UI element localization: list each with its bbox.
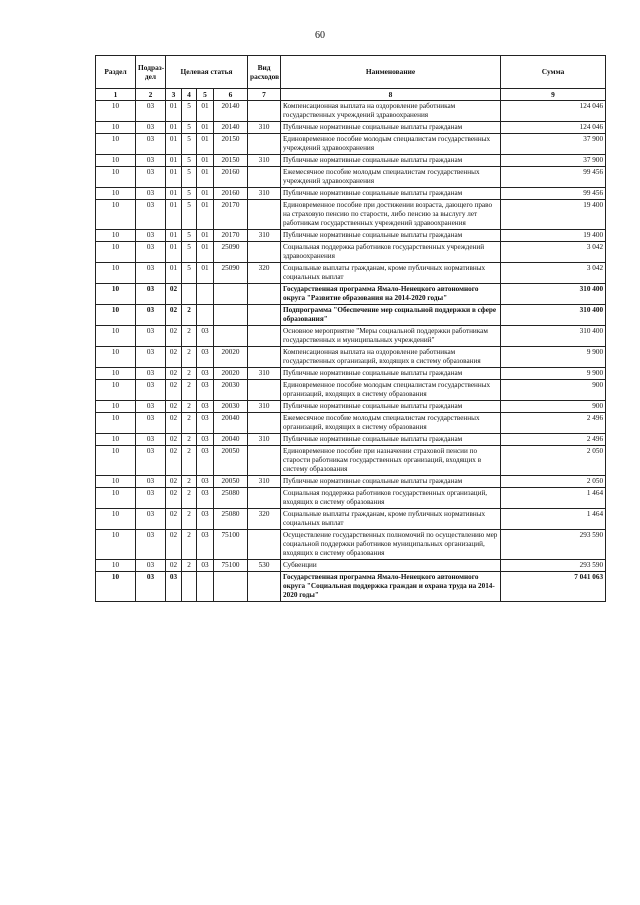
cell-program: 02	[166, 476, 182, 488]
cell-section: 10	[96, 368, 136, 380]
cell-name: Социальные выплаты гражданам, кроме публичных нормативных социальных выплат	[281, 263, 501, 284]
cell-activity: 01	[197, 230, 214, 242]
cell-sum: 310 400	[501, 326, 606, 347]
cell-name: Публичные нормативные социальные выплаты гражданам	[281, 122, 501, 134]
cell-subprogram	[182, 284, 197, 305]
cell-activity: 01	[197, 263, 214, 284]
cell-subprogram: 5	[182, 134, 197, 155]
cell-activity: 01	[197, 167, 214, 188]
budget-table	[95, 55, 606, 602]
cell-expense-type: 530	[248, 560, 281, 572]
cell-sum: 19 400	[501, 200, 606, 230]
cell-section: 10	[96, 188, 136, 200]
cell-direction: 25080	[214, 509, 248, 530]
cell-section: 10	[96, 488, 136, 509]
table-row	[96, 134, 606, 155]
cell-subprogram: 2	[182, 476, 197, 488]
cell-expense-type	[248, 284, 281, 305]
cell-sum: 900	[501, 380, 606, 401]
cell-expense-type: 310	[248, 434, 281, 446]
cell-activity: 01	[197, 200, 214, 230]
cell-subsection: 03	[136, 305, 166, 326]
cell-activity	[197, 305, 214, 326]
cell-program: 02	[166, 488, 182, 509]
table-row	[96, 347, 606, 368]
cell-name: Публичные нормативные социальные выплаты гражданам	[281, 368, 501, 380]
cell-section: 10	[96, 284, 136, 305]
cell-program: 01	[166, 101, 182, 122]
cell-section: 10	[96, 530, 136, 560]
table-row	[96, 380, 606, 401]
cell-expense-type	[248, 101, 281, 122]
cell-activity: 01	[197, 242, 214, 263]
table-row	[96, 572, 606, 602]
cell-subsection: 03	[136, 446, 166, 476]
cell-subprogram: 5	[182, 188, 197, 200]
cell-expense-type: 320	[248, 509, 281, 530]
table-row	[96, 509, 606, 530]
cell-activity: 01	[197, 188, 214, 200]
cell-activity: 03	[197, 530, 214, 560]
table-row	[96, 434, 606, 446]
cell-subprogram: 2	[182, 488, 197, 509]
cell-expense-type	[248, 572, 281, 602]
cell-program: 02	[166, 434, 182, 446]
cell-subprogram: 5	[182, 263, 197, 284]
cell-name: Социальная поддержка работников государственных учреждений здравоохранения	[281, 242, 501, 263]
cell-name: Единовременное пособие при назначении страховой пенсии по старости работникам государственных организаций, входящих в систему образования	[281, 446, 501, 476]
cell-subsection: 03	[136, 401, 166, 413]
cell-name: Единовременное пособие при достижении возраста, дающего право на страховую пенсию по старости, либо пенсию за выслугу лет работникам государственных учреждений здравоохранения	[281, 200, 501, 230]
cell-name: Основное мероприятие "Меры социальной поддержки работникам государственных и муниципальных учреждений"	[281, 326, 501, 347]
cell-section: 10	[96, 242, 136, 263]
table-row	[96, 155, 606, 167]
cell-sum: 9 900	[501, 347, 606, 368]
cell-name: Осуществление государственных полномочий по осуществлению мер социальной поддержки работников муниципальных организаций, входящих в систему образования	[281, 530, 501, 560]
cell-subsection: 03	[136, 476, 166, 488]
cell-subsection: 03	[136, 347, 166, 368]
cell-activity: 01	[197, 134, 214, 155]
column-number-row	[96, 89, 606, 101]
cell-section: 10	[96, 122, 136, 134]
cell-program: 02	[166, 509, 182, 530]
cell-expense-type	[248, 530, 281, 560]
cell-sum: 99 456	[501, 188, 606, 200]
column-number: 7	[248, 89, 281, 101]
cell-sum: 2 050	[501, 476, 606, 488]
cell-subsection: 03	[136, 488, 166, 509]
cell-subsection: 03	[136, 560, 166, 572]
cell-sum: 2 496	[501, 434, 606, 446]
cell-expense-type: 310	[248, 476, 281, 488]
header-subsection: Подраз-дел	[136, 56, 166, 89]
cell-subsection: 03	[136, 122, 166, 134]
cell-program: 01	[166, 134, 182, 155]
cell-name: Социальная поддержка работников государственных организаций, входящих в систему образования	[281, 488, 501, 509]
cell-expense-type: 310	[248, 122, 281, 134]
column-number: 8	[281, 89, 501, 101]
cell-name: Единовременное пособие молодым специалистам государственных организаций, входящих в систему образования	[281, 380, 501, 401]
cell-section: 10	[96, 155, 136, 167]
cell-subsection: 03	[136, 167, 166, 188]
cell-program: 01	[166, 263, 182, 284]
cell-section: 10	[96, 326, 136, 347]
cell-program: 01	[166, 155, 182, 167]
cell-program: 01	[166, 122, 182, 134]
cell-expense-type	[248, 305, 281, 326]
cell-expense-type: 310	[248, 230, 281, 242]
cell-direction: 20040	[214, 434, 248, 446]
cell-program: 01	[166, 200, 182, 230]
cell-subsection: 03	[136, 368, 166, 380]
cell-subprogram: 5	[182, 230, 197, 242]
cell-subsection: 03	[136, 230, 166, 242]
cell-subprogram: 2	[182, 326, 197, 347]
cell-sum: 3 042	[501, 263, 606, 284]
table-row	[96, 368, 606, 380]
cell-program: 01	[166, 230, 182, 242]
table-row	[96, 446, 606, 476]
cell-direction: 20160	[214, 167, 248, 188]
table-row	[96, 101, 606, 122]
cell-expense-type	[248, 200, 281, 230]
table-row	[96, 200, 606, 230]
cell-activity: 03	[197, 326, 214, 347]
cell-direction	[214, 572, 248, 602]
cell-subprogram: 5	[182, 101, 197, 122]
cell-name: Субвенции	[281, 560, 501, 572]
cell-program: 02	[166, 446, 182, 476]
cell-name: Публичные нормативные социальные выплаты гражданам	[281, 401, 501, 413]
cell-section: 10	[96, 263, 136, 284]
cell-direction	[214, 326, 248, 347]
cell-section: 10	[96, 401, 136, 413]
table-body	[96, 101, 606, 602]
cell-direction: 20160	[214, 188, 248, 200]
cell-sum: 293 590	[501, 530, 606, 560]
cell-subprogram: 2	[182, 530, 197, 560]
cell-program: 02	[166, 305, 182, 326]
cell-activity: 01	[197, 101, 214, 122]
cell-program: 02	[166, 401, 182, 413]
table-row	[96, 476, 606, 488]
cell-subprogram: 2	[182, 560, 197, 572]
table-row	[96, 263, 606, 284]
cell-name: Единовременное пособие молодым специалистам государственных учреждений здравоохранения	[281, 134, 501, 155]
cell-subprogram: 5	[182, 167, 197, 188]
cell-name: Государственная программа Ямало-Ненецкого автономного округа "Развитие образования на 2014-2020 годы"	[281, 284, 501, 305]
cell-name: Ежемесячное пособие молодым специалистам государственных организаций, входящих в систему образования	[281, 413, 501, 434]
cell-program: 02	[166, 347, 182, 368]
cell-activity: 03	[197, 488, 214, 509]
cell-expense-type	[248, 347, 281, 368]
cell-subprogram: 5	[182, 200, 197, 230]
cell-sum: 19 400	[501, 230, 606, 242]
cell-activity: 01	[197, 122, 214, 134]
cell-direction: 75100	[214, 560, 248, 572]
cell-expense-type	[248, 167, 281, 188]
cell-subsection: 03	[136, 572, 166, 602]
header-section: Раздел	[96, 56, 136, 89]
cell-subsection: 03	[136, 242, 166, 263]
header-name: Наименование	[281, 56, 501, 89]
cell-subsection: 03	[136, 188, 166, 200]
cell-activity: 03	[197, 368, 214, 380]
cell-subprogram: 2	[182, 446, 197, 476]
cell-expense-type: 310	[248, 368, 281, 380]
cell-direction: 20050	[214, 476, 248, 488]
cell-program: 01	[166, 242, 182, 263]
cell-program: 02	[166, 368, 182, 380]
cell-subprogram: 2	[182, 347, 197, 368]
cell-expense-type	[248, 326, 281, 347]
cell-program: 02	[166, 326, 182, 347]
cell-section: 10	[96, 305, 136, 326]
cell-direction: 20020	[214, 368, 248, 380]
column-number: 6	[214, 89, 248, 101]
cell-direction: 20150	[214, 155, 248, 167]
cell-subsection: 03	[136, 530, 166, 560]
cell-direction	[214, 284, 248, 305]
cell-subprogram: 2	[182, 305, 197, 326]
cell-section: 10	[96, 572, 136, 602]
cell-section: 10	[96, 446, 136, 476]
column-number: 5	[197, 89, 214, 101]
cell-direction: 20150	[214, 134, 248, 155]
cell-expense-type	[248, 413, 281, 434]
cell-program: 01	[166, 188, 182, 200]
column-number: 2	[136, 89, 166, 101]
cell-direction: 20170	[214, 200, 248, 230]
cell-program: 02	[166, 284, 182, 305]
cell-name: Компенсационная выплата на оздоровление работникам государственных учреждений здравоохранения	[281, 101, 501, 122]
cell-subsection: 03	[136, 509, 166, 530]
column-number: 1	[96, 89, 136, 101]
cell-direction: 25090	[214, 242, 248, 263]
cell-name: Компенсационная выплата на оздоровление работникам государственных организаций, входящих в систему образования	[281, 347, 501, 368]
cell-expense-type: 320	[248, 263, 281, 284]
table-row	[96, 242, 606, 263]
cell-activity: 03	[197, 434, 214, 446]
cell-name: Социальные выплаты гражданам, кроме публичных нормативных социальных выплат	[281, 509, 501, 530]
cell-section: 10	[96, 434, 136, 446]
cell-activity: 01	[197, 155, 214, 167]
cell-section: 10	[96, 476, 136, 488]
table-row	[96, 188, 606, 200]
cell-section: 10	[96, 200, 136, 230]
cell-section: 10	[96, 347, 136, 368]
cell-program: 01	[166, 167, 182, 188]
cell-direction: 20050	[214, 446, 248, 476]
cell-activity: 03	[197, 509, 214, 530]
cell-sum: 124 046	[501, 122, 606, 134]
table-row	[96, 284, 606, 305]
cell-sum: 900	[501, 401, 606, 413]
cell-activity: 03	[197, 446, 214, 476]
cell-sum: 293 590	[501, 560, 606, 572]
table-row	[96, 530, 606, 560]
cell-sum: 37 900	[501, 155, 606, 167]
cell-program: 02	[166, 380, 182, 401]
cell-direction: 20030	[214, 380, 248, 401]
cell-name: Ежемесячное пособие молодым специалистам государственных учреждений здравоохранения	[281, 167, 501, 188]
cell-subsection: 03	[136, 413, 166, 434]
column-number: 9	[501, 89, 606, 101]
cell-activity: 03	[197, 560, 214, 572]
cell-section: 10	[96, 509, 136, 530]
cell-program: 03	[166, 572, 182, 602]
cell-direction: 20140	[214, 101, 248, 122]
table-row	[96, 413, 606, 434]
cell-section: 10	[96, 101, 136, 122]
cell-expense-type: 310	[248, 401, 281, 413]
cell-subprogram	[182, 572, 197, 602]
cell-section: 10	[96, 167, 136, 188]
cell-subprogram: 5	[182, 122, 197, 134]
cell-program: 02	[166, 413, 182, 434]
cell-section: 10	[96, 134, 136, 155]
cell-subsection: 03	[136, 284, 166, 305]
cell-activity: 03	[197, 413, 214, 434]
table-row	[96, 401, 606, 413]
cell-subsection: 03	[136, 380, 166, 401]
cell-subsection: 03	[136, 155, 166, 167]
cell-activity: 03	[197, 401, 214, 413]
column-number: 3	[166, 89, 182, 101]
cell-subprogram: 2	[182, 413, 197, 434]
header-row	[96, 56, 606, 89]
header-expense-type: Вид расходов	[248, 56, 281, 89]
cell-expense-type: 310	[248, 155, 281, 167]
cell-subsection: 03	[136, 263, 166, 284]
cell-program: 02	[166, 560, 182, 572]
cell-section: 10	[96, 560, 136, 572]
cell-name: Публичные нормативные социальные выплаты гражданам	[281, 476, 501, 488]
cell-subsection: 03	[136, 134, 166, 155]
cell-section: 10	[96, 230, 136, 242]
cell-subprogram: 5	[182, 155, 197, 167]
cell-subsection: 03	[136, 326, 166, 347]
cell-name: Публичные нормативные социальные выплаты гражданам	[281, 188, 501, 200]
cell-expense-type	[248, 242, 281, 263]
cell-direction: 25080	[214, 488, 248, 509]
cell-direction: 25090	[214, 263, 248, 284]
cell-subprogram: 2	[182, 380, 197, 401]
cell-direction: 75100	[214, 530, 248, 560]
cell-activity	[197, 572, 214, 602]
cell-name: Публичные нормативные социальные выплаты гражданам	[281, 155, 501, 167]
cell-sum: 9 900	[501, 368, 606, 380]
cell-expense-type	[248, 134, 281, 155]
cell-activity: 03	[197, 380, 214, 401]
cell-direction	[214, 305, 248, 326]
cell-sum: 2 050	[501, 446, 606, 476]
cell-program: 02	[166, 530, 182, 560]
cell-sum: 124 046	[501, 101, 606, 122]
cell-name: Публичные нормативные социальные выплаты гражданам	[281, 434, 501, 446]
table-row	[96, 230, 606, 242]
cell-direction: 20030	[214, 401, 248, 413]
table-row	[96, 167, 606, 188]
header-sum: Сумма	[501, 56, 606, 89]
cell-subprogram: 2	[182, 434, 197, 446]
cell-activity: 03	[197, 476, 214, 488]
cell-subprogram: 2	[182, 368, 197, 380]
cell-name: Государственная программа Ямало-Ненецкого автономного округа "Социальная поддержка граждан и охрана труда на 2014-2020 годы"	[281, 572, 501, 602]
table-row	[96, 326, 606, 347]
cell-direction: 20020	[214, 347, 248, 368]
cell-activity	[197, 284, 214, 305]
cell-subprogram: 2	[182, 509, 197, 530]
cell-name: Публичные нормативные социальные выплаты гражданам	[281, 230, 501, 242]
cell-sum: 7 041 063	[501, 572, 606, 602]
cell-activity: 03	[197, 347, 214, 368]
cell-expense-type	[248, 446, 281, 476]
cell-sum: 37 900	[501, 134, 606, 155]
cell-sum: 2 496	[501, 413, 606, 434]
cell-subprogram: 5	[182, 242, 197, 263]
cell-section: 10	[96, 413, 136, 434]
cell-sum: 99 456	[501, 167, 606, 188]
cell-sum: 1 464	[501, 488, 606, 509]
cell-direction: 20170	[214, 230, 248, 242]
cell-subsection: 03	[136, 101, 166, 122]
page-number: 60	[315, 30, 325, 41]
table-row	[96, 305, 606, 326]
cell-expense-type	[248, 380, 281, 401]
cell-sum: 3 042	[501, 242, 606, 263]
cell-direction: 20040	[214, 413, 248, 434]
table-row	[96, 122, 606, 134]
cell-subsection: 03	[136, 434, 166, 446]
cell-subprogram: 2	[182, 401, 197, 413]
cell-sum: 1 464	[501, 509, 606, 530]
cell-sum: 310 400	[501, 284, 606, 305]
cell-expense-type: 310	[248, 188, 281, 200]
table-row	[96, 488, 606, 509]
cell-sum: 310 400	[501, 305, 606, 326]
cell-section: 10	[96, 380, 136, 401]
cell-expense-type	[248, 488, 281, 509]
header-target: Целевая статья	[166, 56, 248, 89]
cell-direction: 20140	[214, 122, 248, 134]
table-row	[96, 560, 606, 572]
column-number: 4	[182, 89, 197, 101]
cell-subsection: 03	[136, 200, 166, 230]
cell-name: Подпрограмма "Обеспечение мер социальной поддержки в сфере образования"	[281, 305, 501, 326]
